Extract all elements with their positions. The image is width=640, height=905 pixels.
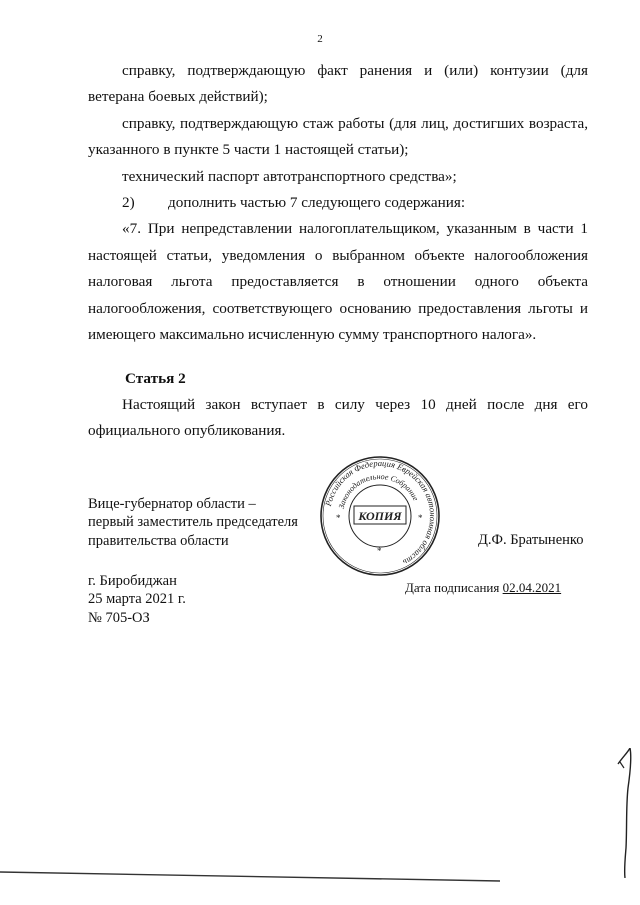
scan-edge-line (0, 870, 500, 884)
signatory-title (88, 495, 318, 550)
stamp-outer-text: Российская Федерация Еврейская автономная область (323, 457, 439, 568)
adoption-date: 25 марта 2021 г. (88, 591, 186, 608)
stamp-inner-text: Законодательное Собрание (336, 471, 421, 510)
margin-mark (608, 748, 638, 878)
signatory-title-line: правительства области (88, 532, 229, 549)
signing-date (405, 580, 561, 596)
article-body (88, 392, 588, 445)
signatory-title-line: Вице-губернатор области – (88, 496, 256, 512)
article-heading: Статья 2 (125, 370, 186, 387)
stamp-star-left: * (336, 513, 341, 523)
document-body (88, 58, 588, 348)
list-item-number: 2) (122, 194, 135, 212)
signing-date-label: Дата подписания (405, 580, 500, 595)
list-item-2 (88, 190, 588, 216)
signer-name: Д.Ф. Братыненко (478, 532, 584, 548)
stamp-star-bottom: * (377, 546, 382, 556)
list-item-text: дополнить частью 7 следующего содержания: (168, 194, 466, 212)
paragraph-certificate-service: справку, подтверждающую стаж работы (для лиц, достигших возраста, указанного в пункте 5 части 1 настоящей статьи); (88, 114, 588, 159)
official-stamp (318, 454, 442, 578)
place-and-date (88, 572, 186, 627)
article-paragraph: Настоящий закон вступает в силу через 10 дней после дня его официального опубликования. (88, 396, 588, 440)
paragraph-vehicle-passport: технический паспорт автотранспортного средства»; (122, 167, 457, 185)
signing-date-value: 02.04.2021 (502, 580, 562, 595)
page-number: 2 (317, 33, 323, 45)
law-number: № 705-ОЗ (88, 609, 150, 626)
paragraph-certificate-injury: справку, подтверждающую факт ранения и (или) контузии (для ветерана боевых действий); (88, 62, 588, 106)
stamp-center-text: КОПИЯ (358, 509, 402, 523)
signatory-title-line: первый заместитель председателя (88, 514, 298, 531)
paragraph-part-7: «7. При непредставлении налогоплательщиком, указанным в части 1 настоящей статьи, уведомления о выбранном объекте налогообложения налоговая льгота предоставляется в отношении одного объекта налогообложения, соответствующего основанию предоставления льготы и имеющего максимально исчисленную сумму транспортного налога». (88, 220, 588, 344)
stamp-star-right: * (418, 513, 423, 523)
city: г. Биробиджан (88, 573, 177, 589)
